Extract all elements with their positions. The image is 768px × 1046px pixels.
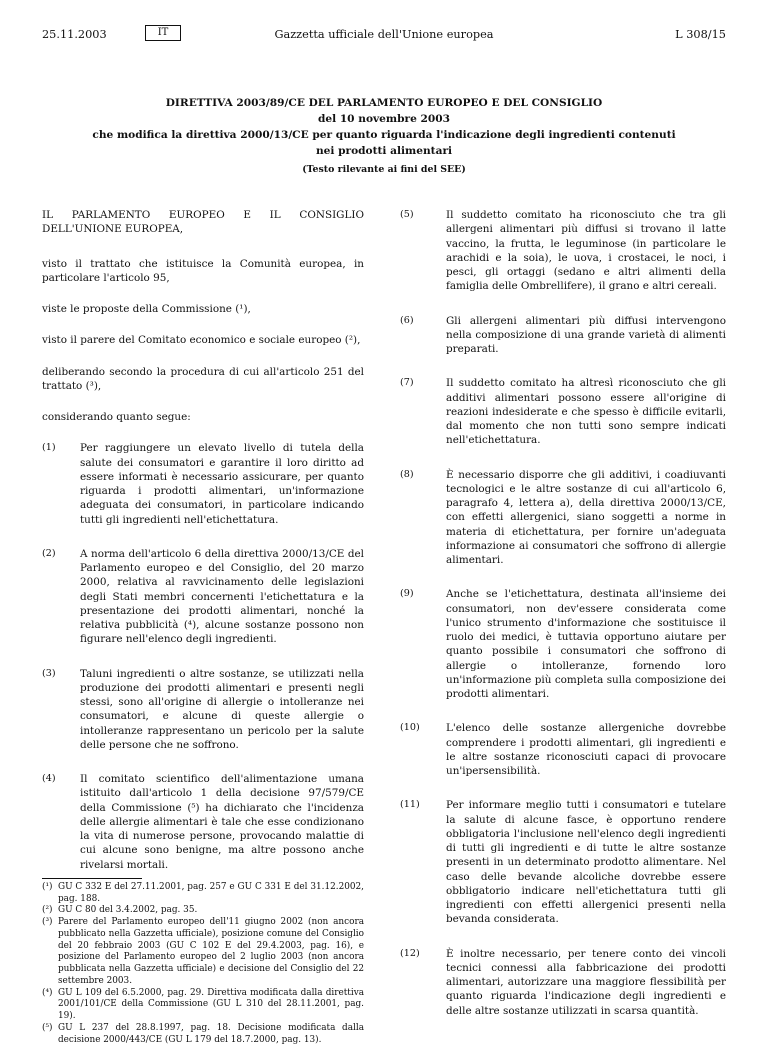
footnote-number: (⁴)	[42, 987, 53, 998]
title-line-directive: DIRETTIVA 2003/89/CE DEL PARLAMENTO EUROPEO E DEL CONSIGLIO	[165, 97, 603, 109]
header-language-box: IT	[145, 25, 181, 41]
footnote-number: (²)	[42, 905, 53, 916]
recital-text: Il suddetto comitato ha riconosciuto che tra gli allergeni alimentari più diffusi si trovano il latte vaccino, la frutta, le leguminose (in particolare le arachidi e la soia), le uova, i crostacei, le noci, i pesci, gli ortaggi (sedano e altri alimenti della famiglia delle Ombrellifere), il grano e altri cereali.	[446, 209, 726, 293]
recital-text: È necessario disporre che gli additivi, i coadiuvanti tecnologici e le altre sostanze di cui all'articolo 6, paragrafo 4, lettera a), della direttiva 2000/13/CE, con effetti allergenici, siano soggetti a norme in materia di etichettatura, per fornire un'adeguata informazione ai consumatori che soffrono di allergie alimentari.	[446, 468, 726, 566]
recital-number: (9)	[400, 588, 414, 600]
preamble-opinion: visto il parere del Comitato economico e sociale europeo (²),	[42, 334, 361, 347]
footnote-2	[42, 905, 364, 917]
recital-text: Il comitato scientifico dell'alimentazione umana istituito dall'articolo 1 della decisione 97/579/CE della Commissione (⁵) ha dichiarato che l'incidenza delle allergie alimentari è tale che esse condizionano la vita di numerose persone, provocando malattie di cui alcune sono benigne, ma altre possono anche rivelarsi mortali.	[80, 773, 364, 871]
recital-text: Per informare meglio tutti i consumatori e tutelare la salute di alcune fasce, è opportuno rendere obbligatoria l'inclusione nell'elenco degli ingredienti di tutti gli ingredienti e di tutte le altre sostanze presenti in un determinato prodotto alimentare. Nel caso delle bevande alcoliche dovrebbe essere obbligatorio indicare nell'etichettatura tutti gli ingredienti con effetti allergenici presenti nella bevanda considerata.	[446, 799, 726, 926]
recital-9	[400, 587, 726, 701]
title-line-subject-cont: nei prodotti alimentari	[315, 144, 453, 157]
preamble-intro: IL PARLAMENTO EUROPEO E IL CONSIGLIO DELL'UNIONE EUROPEA,	[42, 209, 364, 236]
recital-number: (12)	[400, 947, 420, 959]
title-line-date: del 10 novembre 2003	[317, 112, 451, 125]
recital-12	[400, 947, 726, 1018]
recital-8	[400, 468, 726, 568]
recital-text: Gli allergeni alimentari più diffusi intervengono nella composizione di una grande varietà di alimenti preparati.	[446, 314, 726, 355]
recital-10	[400, 721, 726, 778]
recital-number: (8)	[400, 468, 414, 480]
recital-text: Taluni ingredienti o altre sostanze, se utilizzati nella produzione dei prodotti alimentari e presenti negli stessi, sono all'origine di allergie o intolleranze nei consumatori, e alcune di queste allergie o intolleranze rappresentano un pericolo per la salute delle persone che ne soffrono.	[80, 667, 364, 751]
document-title	[60, 96, 708, 177]
recital-text: Il suddetto comitato ha altresì riconosciuto che gli additivi alimentari possono essere all'origine di reazioni indesiderate e che spesso è difficile evitarli, dal momento che non tutti sono sempre indicati nell'etichettatura.	[446, 377, 726, 447]
recital-number: (4)	[42, 773, 56, 784]
recital-6	[400, 314, 726, 357]
preamble-treaty: visto il trattato che istituisce la Comunità europea, in particolare l'articolo 95,	[42, 257, 364, 284]
recital-2	[42, 547, 364, 647]
footnote-divider	[42, 878, 142, 879]
recital-number: (1)	[42, 442, 56, 454]
recital-text: Per raggiungere un elevato livello di tutela della salute dei consumatori e garantire il loro diritto ad essere informati è necessario assicurare, per quanto riguarda i prodotti alimentari, un'informazione adeguata dei consumatori, in particolare indicando tutti gli ingredienti nell'etichettatura.	[80, 442, 364, 526]
footnote-number: (⁵)	[42, 1022, 53, 1033]
recital-text: L'elenco delle sostanze allergeniche dovrebbe comprendere i prodotti alimentari, gli ingredienti e le altre sostanze riconosciuti capaci di provocare un'ipersensibilità.	[446, 722, 726, 777]
header-date: 25.11.2003	[42, 28, 107, 41]
recital-number: (6)	[400, 314, 414, 326]
header-page-reference: L 308/15	[675, 28, 726, 41]
recital-text: A norma dell'articolo 6 della direttiva 2000/13/CE del Parlamento europeo e del Consiglio, del 20 marzo 2000, relativa al ravvicinamento delle legislazioni degli Stati membri concernenti l'etichettatura e la presentazione dei prodotti alimentari, nonché la relativa pubblicità (⁴), alcune sostanze possono non figurare nell'elenco degli ingredienti.	[80, 547, 364, 646]
recital-number: (3)	[42, 667, 56, 679]
footnote-4	[42, 988, 364, 1023]
footnotes	[42, 882, 364, 1046]
recital-text: È inoltre necessario, per tenere conto dei vincoli tecnici connessi alla fabbricazione dei prodotti alimentari, autorizzare una maggiore flessibilità per quanto riguarda l'indicazione degli ingredienti e delle altre sostanze utilizzati in scarsa quantità.	[446, 947, 726, 1017]
preamble-procedure: deliberando secondo la procedura di cui all'articolo 251 del trattato (³),	[42, 365, 364, 392]
recital-text: Anche se l'etichettatura, destinata all'insieme dei consumatori, non dev'essere considerata come l'unico strumento d'informazione che sostituisce il ruolo dei medici, è tuttavia opportuno aiutare per quanto possibile i consumatori che soffrono di allergie o intolleranze, fornendo loro un'informazione più completa sulla composizione dei prodotti alimentari.	[446, 588, 726, 700]
right-column	[400, 208, 726, 1038]
recital-1	[42, 441, 364, 527]
footnote-number: (³)	[42, 917, 53, 927]
footnote-text: GU L 109 del 6.5.2000, pag. 29. Direttiva modificata dalla direttiva 2001/101/CE della Commissione (GU L 310 del 28.11.2001, pag. 19).	[58, 987, 364, 1021]
footnote-1	[42, 882, 364, 906]
recital-3	[42, 667, 364, 753]
recital-number: (11)	[400, 799, 420, 811]
recital-number: (5)	[400, 209, 414, 220]
footnote-text: Parere del Parlamento europeo dell'11 giugno 2002 (non ancora pubblicato nella Gazzetta ufficiale), posizione comune del Consiglio del 20 febbraio 2003 (GU C 102 E del 29.4.2003, pag. 16), e posizione del Parlamento europeo del 2 luglio 2003 (non ancora pubblicata nella Gazzetta ufficiale) e decisione del Consiglio del 22 settembre 2003.	[58, 917, 364, 986]
recital-5	[400, 208, 726, 294]
recital-number: (2)	[42, 547, 56, 559]
recital-number: (10)	[400, 722, 420, 734]
footnote-3	[42, 917, 364, 988]
footnote-5	[42, 1023, 364, 1046]
recital-7	[400, 376, 726, 447]
left-column	[42, 208, 364, 1046]
recital-number: (7)	[400, 377, 414, 389]
footnote-text: GU C 332 E del 27.11.2001, pag. 257 e GU C 331 E del 31.12.2002, pag. 188.	[58, 881, 364, 904]
footnote-number: (¹)	[42, 881, 53, 892]
header-journal-title: Gazzetta ufficiale dell'Unione europea	[274, 28, 494, 41]
footnote-text: GU L 237 del 28.8.1997, pag. 18. Decisione modificata dalla decisione 2000/443/CE (GU L 179 del 18.7.2000, pag. 13).	[58, 1022, 364, 1045]
preamble-considering: considerando quanto segue:	[42, 411, 191, 423]
recital-4	[42, 772, 364, 872]
footnote-text: GU C 80 del 3.4.2002, pag. 35.	[58, 905, 198, 916]
preamble-proposals: viste le proposte della Commissione (¹),	[42, 303, 251, 315]
title-line-subject: che modifica la direttiva 2000/13/CE per quanto riguarda l'indicazione degli ingredienti contenuti	[92, 128, 676, 141]
recital-11	[400, 798, 726, 926]
title-eea-note: (Testo rilevante ai fini del SEE)	[302, 163, 466, 175]
